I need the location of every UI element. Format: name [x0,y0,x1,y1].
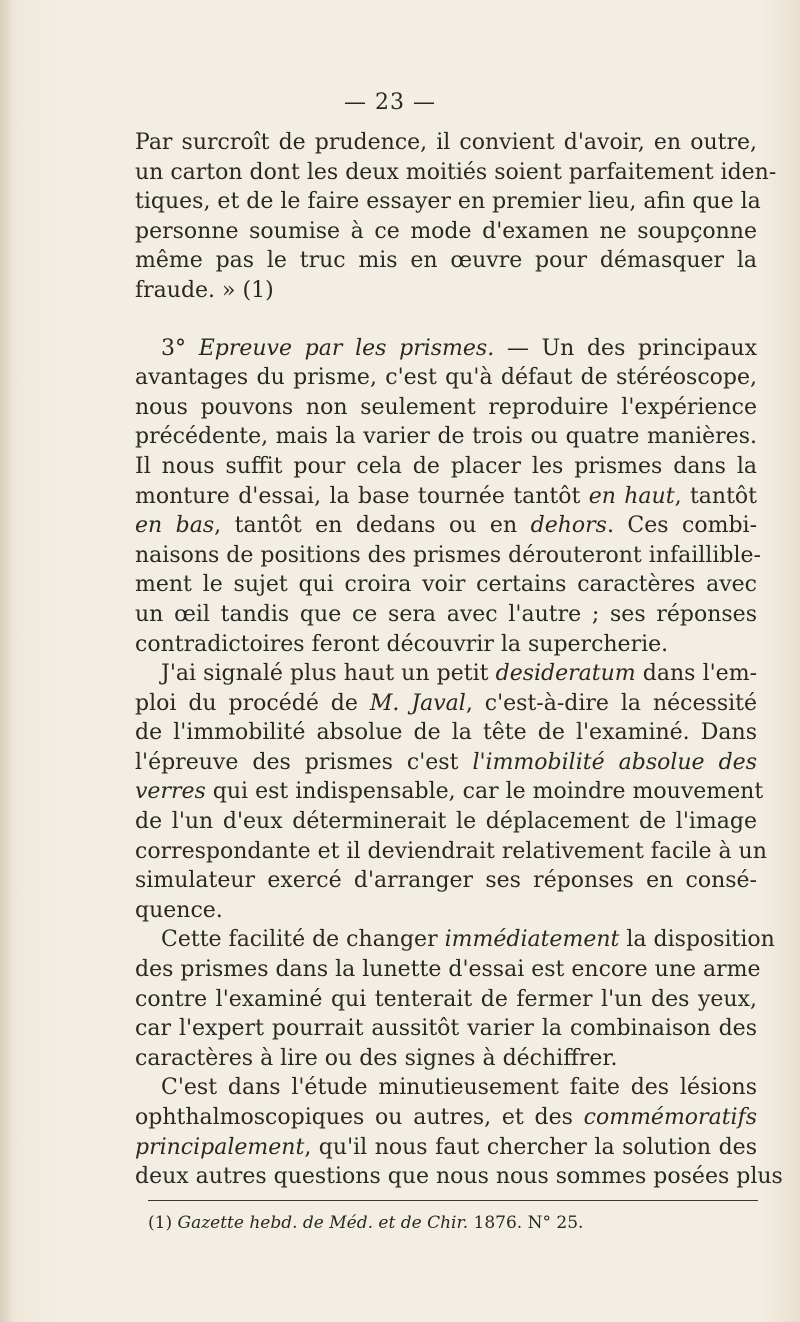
footnote-rule [148,1200,758,1201]
text-line [135,718,757,748]
text-segment: correspondante et il deviendrait relativement facile à un [135,838,767,864]
text-segment: , tantôt en dedans ou en [214,513,531,539]
text-segment: — Un des principaux [494,335,757,361]
text-line [135,1014,757,1044]
text-line [135,896,757,926]
text-segment: qui est indispensable, car le moindre mouvement [205,779,764,805]
italic-segment: en bas [135,513,215,539]
text-segment: naisons de positions des prismes dérouteront infaillible- [135,542,761,568]
text-line [135,985,757,1015]
text-segment: de l'immobilité absolue de la tête de l'examiné. Dans [135,720,757,746]
text-line [135,1162,783,1192]
text-line [135,570,757,600]
text-segment: un œil tandis que ce sera avec l'autre ; ses réponses [135,601,757,627]
text-segment: tiques, et de le faire essayer en premier lieu, afin que la [135,189,761,215]
text-line [135,1073,757,1103]
text-segment: car l'expert pourrait aussitôt varier la combinaison des [135,1016,757,1042]
text-line [135,482,757,512]
text-line [135,1103,757,1133]
paragraph [135,1073,783,1191]
body-text [135,128,783,1192]
footnote-marker: (1) [148,1213,178,1233]
text-segment: ploi du procédé de [135,690,370,716]
text-line [135,689,757,719]
text-line [135,452,757,482]
text-segment: quence. [135,897,223,923]
text-line [135,158,777,188]
text-segment: Il nous suffit pour cela de placer les prismes dans la [135,453,757,479]
page-number: — 23 — [344,90,436,115]
text-line [135,246,757,276]
text-line [135,422,757,452]
text-segment: contradictoires feront découvrir la supercherie. [135,631,669,657]
text-segment: ment le sujet qui croira voir certains caractères avec [135,572,757,598]
text-line [135,837,767,867]
italic-segment: en haut [588,483,675,509]
text-line [135,777,764,807]
italic-segment: desideratum [495,661,636,687]
text-segment: ophthalmoscopiques ou autres, et des [135,1105,584,1130]
text-line [135,276,757,306]
text-segment: la disposition [619,927,775,953]
text-segment: même pas le truc mis en œuvre pour démasquer la [135,248,757,274]
text-segment: dans l'em- [635,661,757,687]
text-segment: nous pouvons non seulement reproduire l'expérience [135,394,757,420]
text-segment: de l'un d'eux déterminerait le déplacement de l'image [135,809,757,835]
text-segment: précédente, mais la varier de trois ou quatre manières. [135,424,757,450]
text-segment: l'épreuve des prismes c'est [135,749,473,775]
paragraph [135,334,761,660]
text-line [135,217,757,247]
text-segment: . Ces combi- [606,513,758,539]
footnote-detail: 1876. N° 25. [468,1213,584,1233]
text-line [135,748,757,778]
text-segment: avantages du prisme, c'est qu'à défaut de stéréoscope, [135,365,757,391]
text-segment: fraude. » (1) [135,277,274,303]
italic-segment: Epreuve par les prismes. [198,335,495,361]
text-line [135,925,775,955]
text-line [135,541,761,571]
text-segment: simulateur exercé d'arranger ses réponses en consé- [135,868,757,894]
italic-segment: immédiatement [444,927,620,953]
text-line [135,866,757,896]
text-segment: , qu'il nous faut chercher la solution des [304,1134,757,1160]
text-segment: , c'est-à-dire la nécessité [465,690,758,716]
paragraph [135,925,775,1073]
text-line [135,600,757,630]
text-segment: Cette facilité de changer [161,927,445,953]
page-binding-edge [0,0,12,1322]
text-line [135,955,761,985]
text-segment: , tantôt [674,483,757,509]
text-segment: J'ai signalé plus haut un petit [161,661,496,687]
text-line [135,511,757,541]
text-segment: contre l'examiné qui tenterait de fermer l'un des yeux, [135,986,757,1012]
paragraph [135,659,767,925]
italic-segment: principalement [135,1134,305,1160]
italic-segment: verres [135,779,206,805]
text-segment: personne soumise à ce mode d'examen ne soupçonne [135,218,757,244]
text-line [135,393,757,423]
text-segment: Par surcroît de prudence, il convient d'avoir, en outre, [135,130,757,155]
text-line [135,187,761,217]
text-segment: 3° [161,335,199,361]
text-line [135,128,757,158]
text-line [135,1044,757,1074]
text-line [135,659,757,689]
paragraph-gap [135,306,757,334]
footnote-source: Gazette hebd. de Méd. et de Chir. [177,1213,469,1233]
text-line [135,1133,757,1163]
text-line [135,807,757,837]
text-line [135,630,757,660]
italic-segment: M. Javal [369,690,466,716]
text-segment: monture d'essai, la base tournée tantôt [135,483,589,509]
text-line [135,334,757,364]
footnote [148,1211,758,1235]
text-segment: C'est dans l'étude minutieusement faite des lésions [161,1075,757,1101]
text-line [135,363,757,393]
text-segment: deux autres questions que nous nous sommes posées plus [135,1164,783,1190]
italic-segment: commémoratifs [583,1105,757,1130]
text-segment: un carton dont les deux moitiés soient parfaitement iden- [135,159,777,185]
italic-segment: dehors [530,513,607,539]
paragraph [135,128,777,306]
text-segment: des prismes dans la lunette d'essai est encore une arme [135,957,761,983]
italic-segment: l'immobilité absolue des [472,749,757,775]
text-segment: caractères à lire ou des signes à déchiffrer. [135,1045,618,1071]
